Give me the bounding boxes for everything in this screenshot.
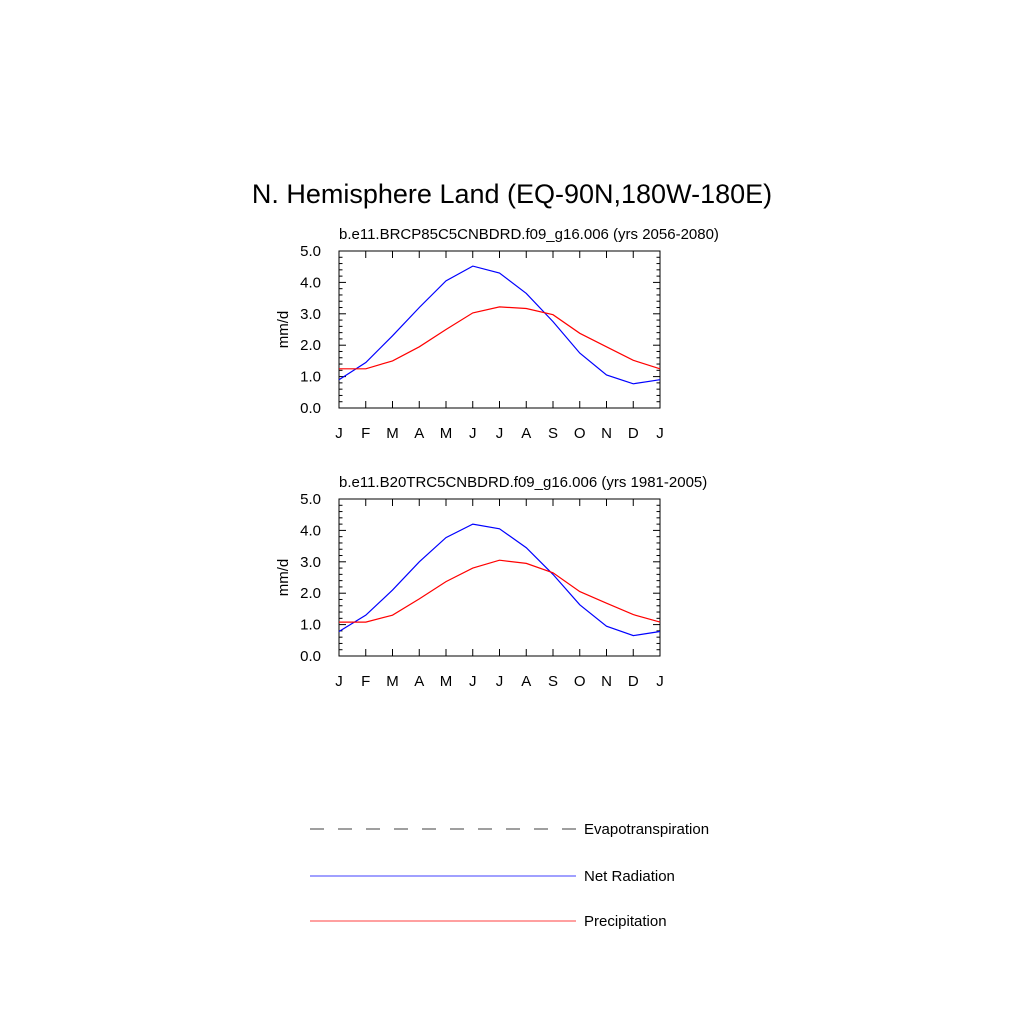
y-tick-label: 2.0: [300, 585, 321, 603]
x-tick-label: A: [414, 673, 425, 690]
x-tick-label: A: [521, 425, 532, 442]
y-tick-label: 4.0: [300, 274, 321, 292]
panel-subtitle: b.e11.B20TRC5CNBDRD.f09_g16.006 (yrs 1981-2005): [339, 474, 708, 491]
x-tick-label: F: [361, 425, 371, 442]
y-tick-label: 0.0: [300, 648, 321, 665]
series-line-net-radiation: [339, 266, 660, 384]
x-tick-label: N: [601, 673, 612, 690]
panel-bottom: [275, 474, 707, 690]
x-tick-label: O: [573, 673, 586, 690]
plot-frame: [339, 251, 660, 408]
x-tick-label: M: [386, 425, 399, 442]
x-tick-label: F: [361, 673, 371, 690]
x-tick-label: A: [414, 425, 425, 442]
x-tick-label: M: [386, 673, 399, 690]
x-tick-label: D: [627, 673, 639, 690]
y-tick-label: 2.0: [300, 337, 321, 355]
y-tick-label: 1.0: [300, 368, 321, 386]
y-axis-label: mm/d: [275, 558, 292, 597]
y-axis-label: mm/d: [275, 310, 292, 349]
x-tick-label: J: [335, 425, 343, 442]
y-tick-label: 3.0: [300, 305, 321, 323]
x-tick-label: S: [547, 425, 559, 442]
x-tick-label: J: [495, 425, 504, 442]
x-tick-label: N: [601, 425, 612, 442]
x-tick-label: S: [547, 673, 559, 690]
x-tick-label: J: [469, 425, 477, 442]
legend-label: Evapotranspiration: [584, 821, 710, 838]
y-tick-label: 3.0: [300, 553, 321, 571]
x-tick-label: J: [656, 425, 664, 442]
y-tick-label: 0.0: [300, 400, 321, 417]
x-tick-label: O: [573, 425, 586, 442]
y-tick-label: 5.0: [300, 491, 321, 508]
main-title: N. Hemisphere Land (EQ-90N,180W-180E): [251, 179, 773, 209]
legend-label: Precipitation: [584, 913, 667, 930]
series-line-precipitation: [339, 560, 660, 622]
x-tick-label: J: [495, 673, 504, 690]
y-tick-label: 5.0: [300, 243, 321, 260]
series-line-net-radiation: [339, 524, 660, 636]
series-line-precipitation: [339, 307, 660, 369]
x-tick-label: D: [627, 425, 639, 442]
legend: [310, 821, 709, 930]
panel-subtitle: b.e11.BRCP85C5CNBDRD.f09_g16.006 (yrs 2056-2080): [339, 226, 719, 243]
x-tick-label: A: [521, 673, 532, 690]
y-tick-label: 4.0: [300, 522, 321, 540]
legend-label: Net Radiation: [584, 868, 675, 885]
y-tick-label: 1.0: [300, 616, 321, 634]
x-tick-label: M: [439, 425, 453, 442]
panel-top: [275, 226, 719, 442]
x-tick-label: J: [656, 673, 664, 690]
plot-frame: [339, 499, 660, 656]
x-tick-label: J: [335, 673, 343, 690]
x-tick-label: J: [469, 673, 477, 690]
x-tick-label: M: [439, 673, 453, 690]
